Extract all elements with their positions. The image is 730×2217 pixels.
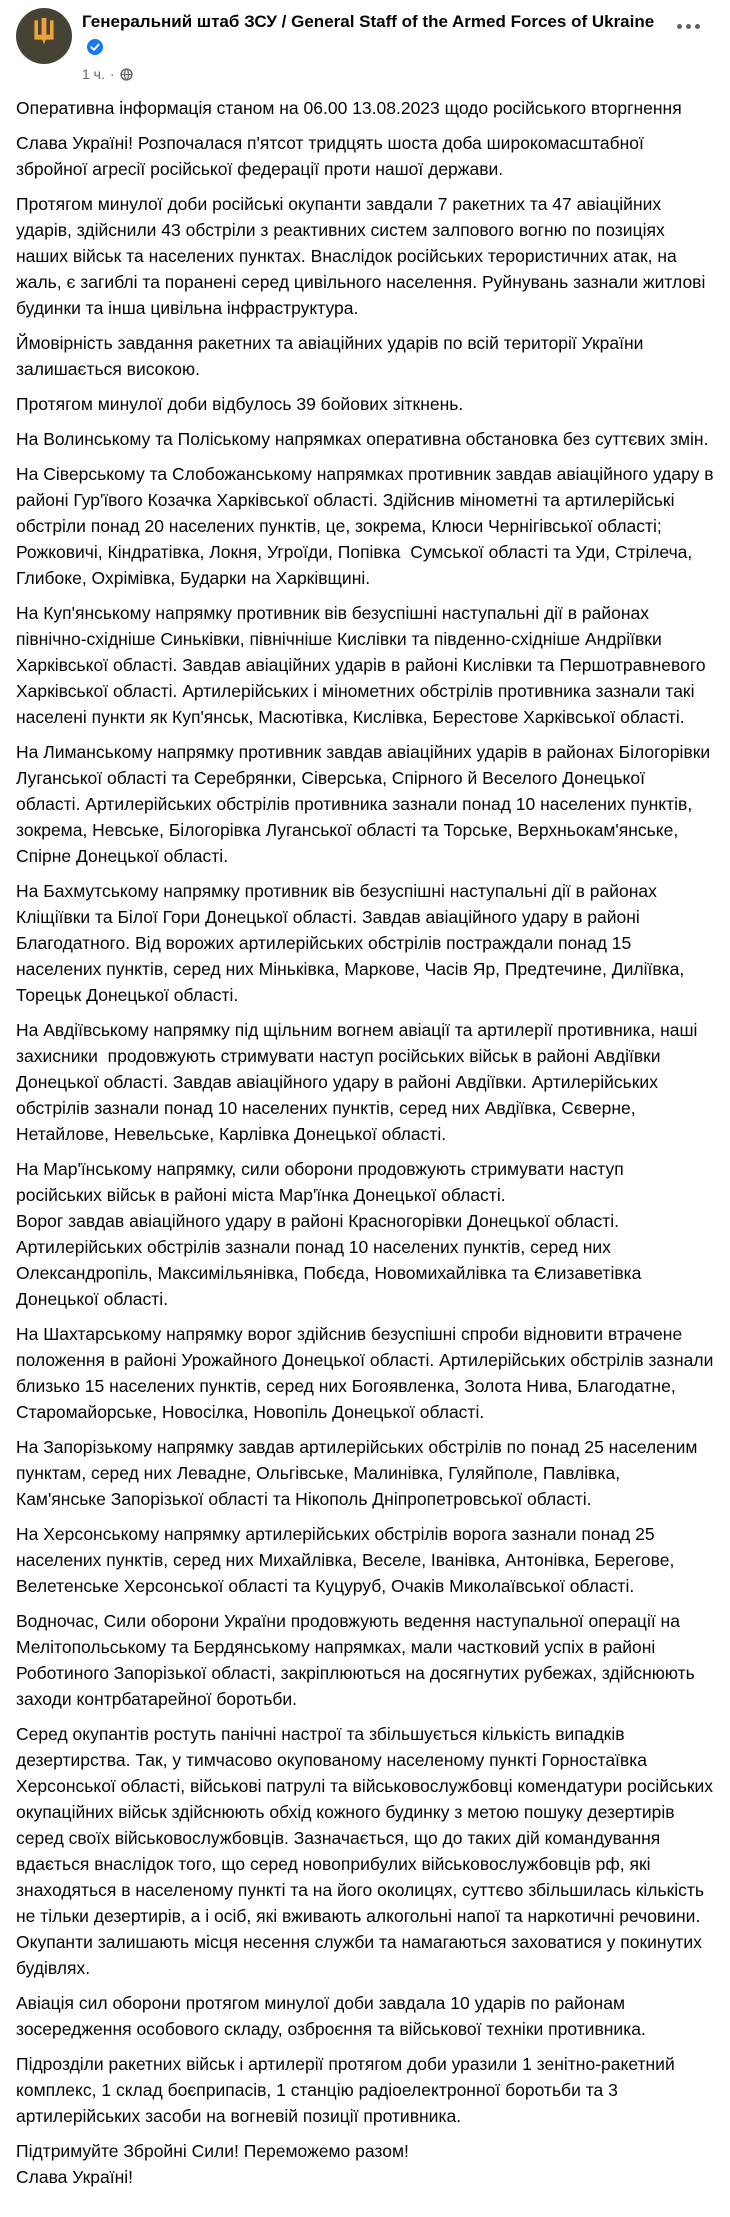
ellipsis-icon <box>695 24 700 29</box>
post-paragraph: Оперативна інформація станом на 06.00 13.08.2023 щодо російського вторгнення <box>16 98 682 118</box>
post-paragraph: Серед окупантів ростуть панічні настрої та збільшується кількість випадків дезертирства. Так, у тимчасово окупованому населеному пункті Горностаївка Херсонської області, військові патрулі та військовослужбовці комендатури російських окупаційних військ здійснюють обхід кожного будинку з метою пошуку дезертирів серед своїх військовослужбовців. Зазначається, що до таких дій командування вдається внаслідок того, що серед новоприбулих військовослужбовців рф, які знаходяться в населеному пункті та на його околицях, суттєво збільшилась кількість не тільки дезертирів, а і осіб, які вживають алкогольні напої та наркотичні речовини. Окупанти залишають місця несення служби та намагаються заховатися у покинутих будівлях. <box>16 1724 718 1978</box>
post-paragraph: Ймовірність завдання ракетних та авіаційних ударів по всій території України залишається високою. <box>16 333 649 379</box>
verified-badge-icon <box>87 37 103 63</box>
post-paragraph: На Сіверському та Слобожанському напрямках противник завдав авіаційного удару в районі Гур'ївого Козачка Харківської області. Здійснив мінометні та артилерійські обстріли понад 20 населених пунктів, це, зокрема, Клюси Чернігівської області; Рожковичі, Кіндратівка, Локня, Угроїди, Попівка Сумської області та Уди, Стрілеча, Глибоке, Охрімівка, Бударки на Харківщині. <box>16 464 719 588</box>
page-name-line <box>82 9 670 63</box>
post-paragraph: На Мар'їнському напрямку, сили оборони продовжують стримувати наступ російських військ в районі міста Мар'їнка Донецької області. Ворог завдав авіаційного удару в районі Красногорівки Донецької області. Артилерійських обстрілів зазнали понад 10 населених пунктів, серед них Олександропіль, Максимільянівка, Побєда, Новомихайлівка та Єлизаветівка Донецької області. <box>16 1159 647 1309</box>
post-header <box>0 0 730 83</box>
post-paragraph: На Куп'янському напрямку противник вів безуспішні наступальні дії в районах північно-східніше Синьківки, північніше Кислівки та південно-східніше Андріївки Харківської області. Завдав авіаційних ударів в районі Кислівки та Першотравневого Харківської області. Артилерійських і мінометних обстрілів противника зазнали такі населені пункти як Куп'янськ, Масютівка, Кислівка, Берестове Харківської області. <box>16 603 711 727</box>
meta-separator: · <box>109 66 115 82</box>
post-paragraph: На Шахтарському напрямку ворог здійснив безуспішні спроби відновити втрачене положення в районі Урожайного Донецької області. Артилерійських обстрілів зазнали близько 15 населених пунктів, серед них Богоявленка, Золота Нива, Благодатне, Старомайорське, Новосілка, Новопіль Донецької області. <box>16 1324 719 1422</box>
post-paragraph: На Лиманському напрямку противник завдав авіаційних ударів в районах Білогорівки Луганської області та Серебрянки, Сіверська, Спірного й Веселого Донецької області. Артилерійських обстрілів противника зазнали понад 10 населених пунктів, зокрема, Невське, Білогорівка Луганської області та Торське, Верхньокам'янське, Спірне Донецької області. <box>16 742 716 866</box>
post-paragraph: Авіація сил оборони протягом минулої доби завдала 10 ударів по районам зосередження особового складу, озброєння та військової техніки противника. <box>16 1993 646 2039</box>
tryzub-trident-icon <box>29 18 59 54</box>
ellipsis-icon <box>677 24 682 29</box>
timestamp[interactable]: 1 ч. <box>82 66 105 82</box>
post-paragraph: Протягом минулої доби відбулось 39 бойових зіткнень. <box>16 394 464 414</box>
post-paragraph: Підтримуйте Збройні Сили! Переможемо разом! Слава Україні! <box>16 2141 409 2187</box>
page-avatar[interactable] <box>16 8 72 64</box>
post-header-text <box>82 8 670 83</box>
globe-icon <box>120 68 133 81</box>
post-paragraph: На Херсонському напрямку артилерійських обстрілів ворога зазнали понад 25 населених пунктів, серед них Михайлівка, Веселе, Іванівка, Антонівка, Берегове, Велетенське Херсонської області та Куцуруб, Очаків Миколаївської області. <box>16 1524 680 1596</box>
post-paragraph: На Бахмутському напрямку противник вів безуспішні наступальні дії в районах Кліщіївки та Білої Гори Донецької області. Завдав авіаційного удару в районі Благодатного. Від ворожих артилерійських обстрілів постраждали понад 15 населених пунктів, серед них Міньківка, Маркове, Часів Яр, Предтечине, Диліївка, Торецьк Донецької області. <box>16 881 690 1005</box>
page-name[interactable]: Генеральний штаб ЗСУ / General Staff of the Armed Forces of Ukraine <box>82 12 655 31</box>
post-options-button[interactable] <box>673 20 704 33</box>
ellipsis-icon <box>686 24 691 29</box>
post-paragraph: На Авдіївському напрямку під щільним вогнем авіації та артилерії противника, наші захисники продовжують стримувати наступ російських військ в районі Авдіївки Донецької області. Завдав авіаційного удару в районі Авдіївки. Артилерійських обстрілів зазнали понад 10 населених пунктів, серед них Авдіївка, Сєверне, Нетайлове, Невельське, Карлівка Донецької області. <box>16 1020 703 1144</box>
post-paragraph: Підрозділи ракетних військ і артилерії протягом доби уразили 1 зенітно-ракетний комплекс, 1 склад боєприпасів, 1 станцію радіоелектронної боротьби та 3 артилерійських засоби на вогневій позиції противника. <box>16 2054 680 2126</box>
post-paragraph: На Волинському та Поліському напрямках оперативна обстановка без суттєвих змін. <box>16 429 709 449</box>
post-paragraph: Водночас, Сили оборони України продовжують ведення наступальної операції на Мелітопольському та Бердянському напрямках, мали частковий успіх в районі Роботиного Запорізької області, закріплюються на досягнутих рубежах, здійснюють заходи контрбатарейної боротьби. <box>16 1611 700 1709</box>
post-paragraph: Протягом минулої доби російські окупанти завдали 7 ракетних та 47 авіаційних ударів, здійснили 43 обстріли з реактивних систем залпового вогню по позиціях наших військ та населених пунктах. Внаслідок російських терористичних атак, на жаль, є загиблі та поранені серед цивільного населення. Руйнувань зазнали житлові будинки та інша цивільна інфраструктура. <box>16 194 711 318</box>
post-text <box>0 83 730 2210</box>
post-paragraph: Слава Україні! Розпочалася п'ятсот тридцять шоста доба широкомасштабної збройної агресії російської федерації проти нашої держави. <box>16 133 649 179</box>
post-meta <box>82 65 670 83</box>
post-paragraph: На Запорізькому напрямку завдав артилерійських обстрілів по понад 25 населеним пунктам, серед них Левадне, Ольгівське, Малинівка, Гуляйполе, Павлівка, Кам'янське Запорізької області та Нікополь Дніпропетровської області. <box>16 1437 703 1509</box>
